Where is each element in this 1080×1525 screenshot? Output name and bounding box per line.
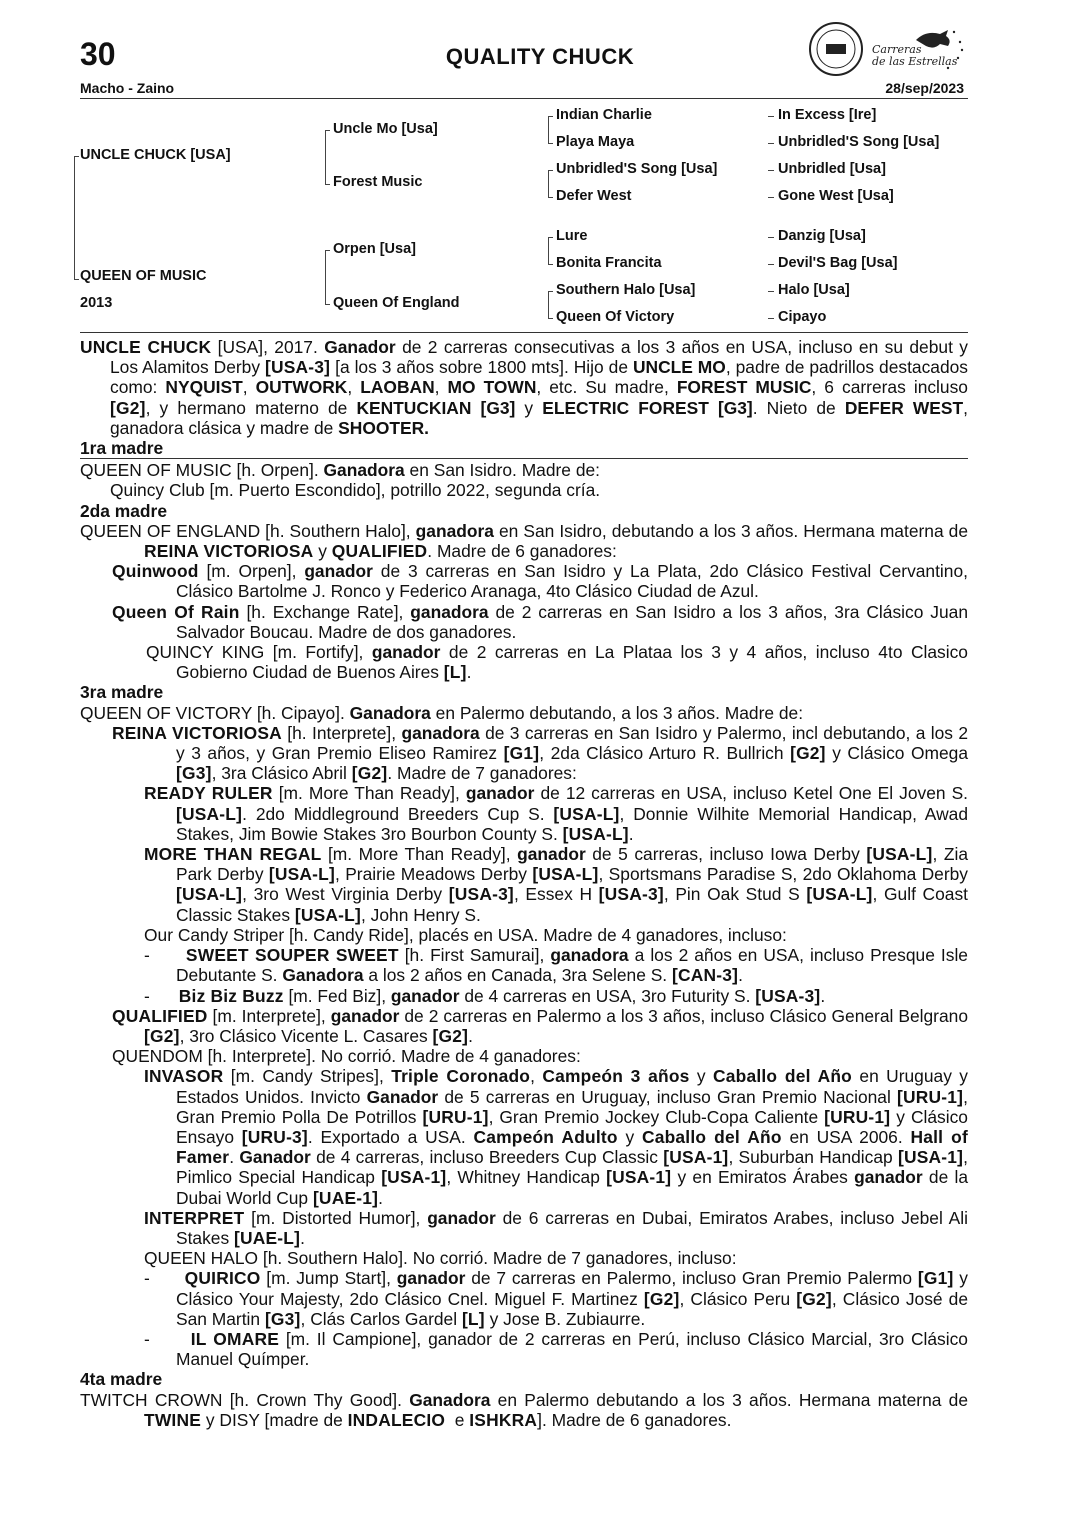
bracket-gen3-b [548,170,553,198]
pedigree-gen3-3: Unbridled'S Song [Usa] [556,161,718,177]
pedigree-gen4-1: In Excess [Ire] [778,107,877,123]
pedigree-gen4-6: Devil'S Bag [Usa] [778,255,898,271]
bracket-gen1 [74,156,79,280]
section-heading-2: 2da madre [80,500,167,521]
pedigree-gen3-1: Indian Charlie [556,107,652,123]
foal-year: 2013 [80,295,113,311]
pedigree-gen4-2: Unbridled'S Song [Usa] [778,134,940,150]
catalog-date: 28/sep/2023 [885,80,964,96]
pedigree-gen2-3: Orpen [Usa] [333,241,416,257]
pedigree-gen2-4: Queen Of England [333,295,460,311]
section-heading-3: 3ra madre [80,682,164,703]
pedigree-gen3-5: Lure [556,228,588,244]
sex-color: Macho - Zaino [80,80,175,96]
pedigree-gen2-2: Forest Music [333,174,423,190]
bracket-gen2-a [325,130,330,185]
pedigree-rule [80,332,968,333]
pedigree-gen3-6: Bonita Francita [556,255,662,271]
section-heading-4: 4ta madre [80,1369,163,1390]
pedigree-gen3-8: Queen Of Victory [556,309,675,325]
sire-paragraph: UNCLE CHUCK [USA], 2017. Ganador de 2 carreras consecutivas a los 3 años en USA, incluso en su debut y Los Alamitos Derby [USA-3] [a los 3 años sobre 1800 mts]. Hijo de UNCLE MO, padre de padrillos destacados como: NYQUIST, OUTWORK, LAOBAN, MO TOWN, etc. Su madre, FOREST MUSIC, 6 carreras incluso [G2], y hermano materno de KENTUCKIAN [G3] y ELECTRIC FOREST [G3]. Nieto de DEFER WEST, ganadora clásica y madre de SHOOTER. [80,337,968,438]
header-rule [80,98,968,99]
pedigree-gen3-7: Southern Halo [Usa] [556,282,696,298]
bracket-gen3-d [548,291,553,319]
bracket-gen2-b [325,250,330,305]
section-heading-1: 1ra madre [80,438,968,459]
bracket-gen3-a [548,116,553,144]
pedigree-gen2-1: Uncle Mo [Usa] [333,121,438,137]
pedigree-gen4-5: Danzig [Usa] [778,228,866,244]
dam-name: QUEEN OF MUSIC [80,268,207,284]
pedigree-gen3-2: Playa Maya [556,134,635,150]
pedigree-gen4-3: Unbridled [Usa] [778,161,886,177]
sire-name: UNCLE CHUCK [USA] [80,147,231,163]
pedigree-gen4-7: Halo [Usa] [778,282,850,298]
lot-number: 30 [80,36,116,72]
pedigree-gen4-4: Gone West [Usa] [778,188,894,204]
pedigree-gen3-4: Defer West [556,188,632,204]
event-logo [808,18,968,80]
pedigree-gen4-8: Cipayo [778,309,827,325]
horse-name: QUALITY CHUCK [445,44,635,69]
bracket-gen3-c [548,237,553,265]
catalog-text: UNCLE CHUCK [USA], 2017. Ganador de 2 carreras consecutivas a los 3 años en USA, incluso en su debut y Los Alamitos Derby [USA-3] [a los 3 años sobre 1800 mts]. Hijo de UNCLE MO, padre de padrillos destacados como: NYQUIST, OUTWORK, LAOBAN, MO TOWN, etc. Su madre, FOREST MUSIC, 6 carreras incluso [G2], y hermano materno de KENTUCKIAN [G3] y ELECTRIC FOREST [G3]. Nieto de DEFER WEST, ganadora clásica y madre de SHOOTER. 1ra madre QUEEN OF MUSIC [h. Orpen]. Ganadora en San Isidro. Madre de: Quincy Club [m. Puerto Escondido], potrillo 2022, segunda cría. 2da madre QUEEN OF ENGLAND [h. Southern Halo], ganadora en San Isidro, debutando a los 3 años. Hermana materna de REINA VICTORIOSA y QUALIFIED. Madre de 6 ganadores: Quinwood [m. Orpen], ganador de 3 carreras en San Isidro y La Plata, 2do Clásico Festival Cervantino, Clásico Bartolme J. Ronco y Federico Aranaga, 4to Clásico Ciudad de Azul. Queen Of Rain [h. Exchange Rate], ganadora de 2 carreras en San Isidro a los 3 años, 3ra Clásico Juan Salvador Boucau. Madre de dos ganadores. QUINCY KING [m. Fortify], ganador de 2 carreras en La Plataa los 3 y 4 años, incluso 4to Clasico Gobierno Ciudad de Buenos Aires [L]. 3ra madre QUEEN OF VICTORY [h. Cipayo]. Ganadora en Palermo debutando, a los 3 años. Madre de: REINA VICTORIOSA [h. Interprete], ganadora de 3 carreras en San Isidro y Palermo, incl debutando, a los 2 y 3 años, y Gran Premio Eliseo Ramirez [G1], 2da Clásico Arturo R. Bullrich [G2] y Clásico Omega [G3], 3ra Clásico Abril [G2]. Madre de 7 ganadores: READY RULER [m. More Than Ready], ganador de 12 carreras en USA, incluso Ketel One El Joven S. [USA-L]. 2do Middleground Breeders Cup S. [USA-L], Donnie Wilhite Memorial Handicap, Awad Stakes, Jim Bowie Stakes 3ro Bourbon County S. [USA-L]. MORE THAN REGAL [m. More Than Ready], ganador de 5 carreras, incluso Iowa Derby [USA-L], Zia Park Derby [USA-L], Prairie Meadows Derby [USA-L], Sportsmans Paradise S, 2do Oklahoma Derby [USA-L], 3ro West Virginia Derby [USA-3], Essex H [USA-3], Pin Oak Stud S [USA-L], Gulf Coast Classic Stakes [USA-L], John Henry S. Our Candy Striper [h. Candy Ride], placés en USA. Madre de 4 ganadores, incluso: - SWEET SOUPER SWEET [h. First Samurai], ganadora a los 2 años en USA, incluso Presque Isle Debutante S. Ganadora a los 2 años en Canada, 3ra Selene S. [CAN-3]. - Biz Biz Buzz [m. Fed Biz], ganador de 4 carreras en USA, 3ro Futurity S. [USA-3]. QUALIFIED [m. Interprete], ganador de 2 carreras en Palermo a los 3 años, incluso Clásico General Belgrano [G2], 3ro Clásico Vicente L. Casares [G2]. QUENDOM [h. Interprete]. No corrió. Madre de 4 ganadores: INVASOR [m. Candy Stripes], Triple Coronado, Campeón 3 años y Caballo del Año en Uruguay y Estados Unidos. Invicto Ganador de 5 carreras en Uruguay, incluso Gran Premio Nacional [URU-1], Gran Premio Polla De Potrillos [URU-1], Gran Premio Jockey Club-Copa Caliente [URU-1] y Clásico Ensayo [URU-3]. Exportado a USA. Campeón Adulto y Caballo del Año en USA 2006. Hall of Famer. Ganador de 4 carreras, incluso Breeders Cup Classic [USA-1], Suburban Handicap [USA-1], Pimlico Special Handicap [USA-1], Whitney Handicap [USA-1] y en Emiratos Árabes ganador de la Dubai World Cup [UAE-1]. INTERPRET [m. Distorted Humor], ganador de 6 carreras en Dubai, Emiratos Arabes, incluso Jebel Ali Stakes [UAE-L]. QUEEN HALO [h. Southern Halo]. No corrió. Madre de 7 ganadores, incluso: - QUIRICO [m. Jump Start], ganador de 7 carreras en Palermo, incluso Gran Premio Palermo [G1] y Clásico Your Majesty, 2do Clásico Cnel. Miguel F. Martinez [G2], Clásico Peru [G2], Clásico José de San Martin [G3], Clás Carlos Gardel [L] y Jose B. Zubiaurre. - IL OMARE [m. Il Campione], ganador de 2 carreras en Perú, incluso Clásico Marcial, 3ro Clásico Manuel Químper. 4ta madre TWITCH CROWN [h. Crown Thy Good]. Ganadora en Palermo debutando a los 3 años. Hermana materna de TWINE y DISY [madre de INDALECIO e ISHKRA]. Madre de 6 ganadores. [80,337,969,1430]
logo-text: Carreras de las Estrellas [872,43,958,68]
